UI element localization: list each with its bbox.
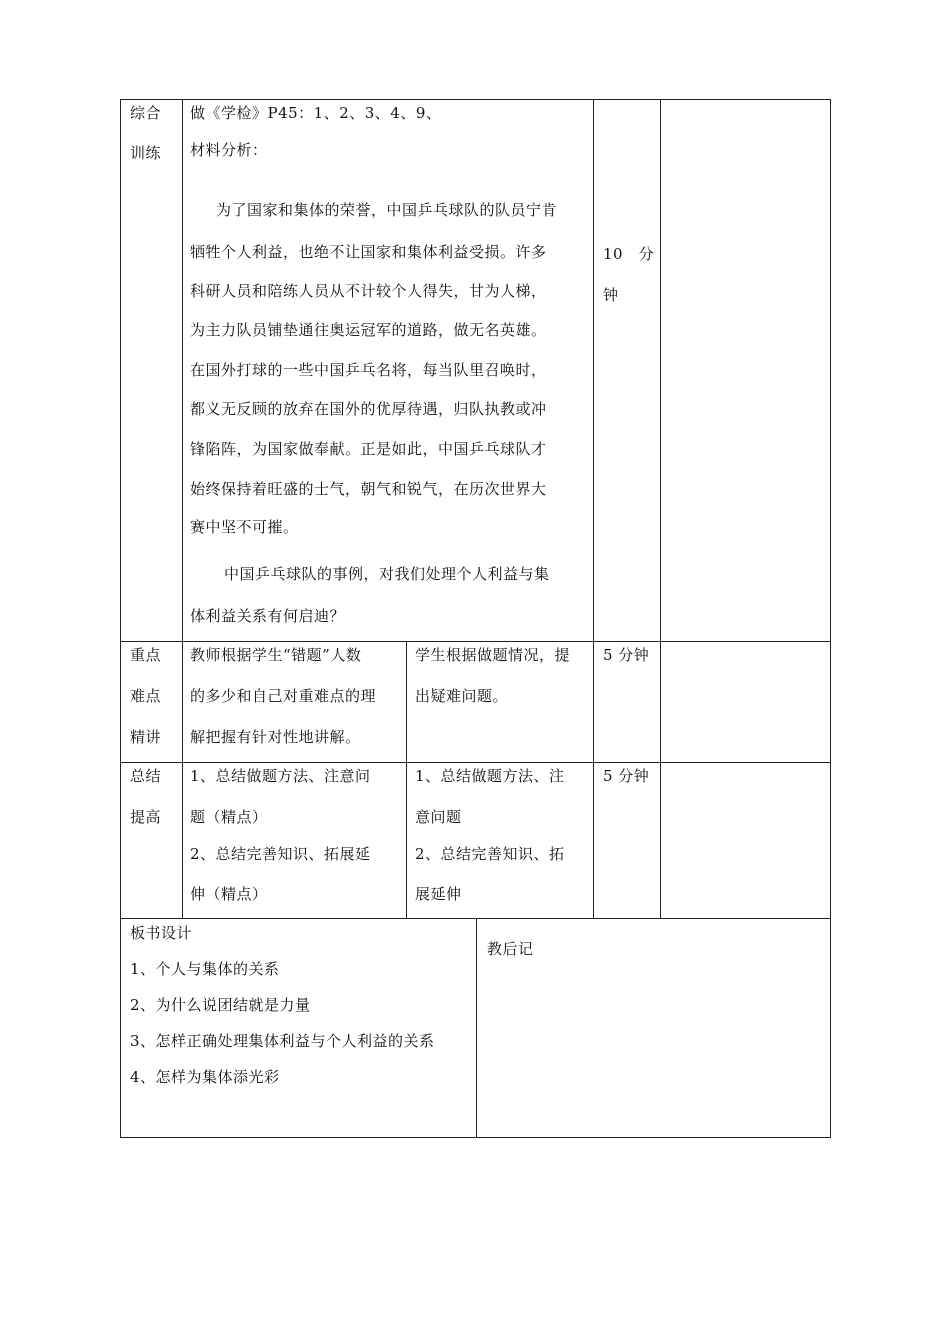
student-zongjie-2: 意问题 xyxy=(415,808,462,826)
col-divider-label xyxy=(182,99,183,918)
row-label-zhongdian-3: 精讲 xyxy=(130,728,162,746)
table-border-right xyxy=(830,99,831,1137)
time-zongjie: 5 分钟 xyxy=(603,767,650,785)
student-zongjie-4: 展延伸 xyxy=(415,885,462,903)
col-divider-notes xyxy=(660,99,661,918)
material-line-3: 科研人员和陪练人员从不计较个人得失，甘为人梯， xyxy=(190,282,547,300)
time-zonghe-2: 钟 xyxy=(603,286,619,304)
time-zhongdian: 5 分钟 xyxy=(603,646,650,664)
exercise-line-2: 材料分析： xyxy=(190,141,268,159)
teacher-zongjie-3: 2、总结完善知识、拓展延 xyxy=(190,845,371,863)
exercise-line-1: 做《学检》P45：1、2、3、4、9、 xyxy=(190,104,442,122)
board-title: 板书设计 xyxy=(130,924,193,942)
teacher-zhongdian-2: 的多少和自己对重难点的理 xyxy=(190,687,377,705)
material-line-5: 在国外打球的一些中国乒乓名将，每当队里召唤时， xyxy=(190,361,547,379)
teacher-zongjie-4: 伸（精点） xyxy=(190,885,268,903)
row-label-zonghe-2: 训练 xyxy=(130,144,162,162)
material-line-9: 赛中坚不可摧。 xyxy=(190,518,299,536)
teacher-zongjie-1: 1、总结做题方法、注意问 xyxy=(190,767,371,785)
table-border-bottom xyxy=(120,1137,831,1138)
table-border-left xyxy=(120,99,121,1137)
teacher-zhongdian-1: 教师根据学生“错题”人数 xyxy=(190,646,362,664)
col-divider-time xyxy=(593,99,594,918)
material-line-2: 牺牲个人利益，也绝不让国家和集体利益受损。许多 xyxy=(190,243,547,261)
teacher-zongjie-2: 题（精点） xyxy=(190,808,268,826)
board-item-1: 1、个人与集体的关系 xyxy=(130,960,280,978)
student-zhongdian-1: 学生根据做题情况，提 xyxy=(415,646,571,664)
time-zonghe-1: 10 分 xyxy=(603,245,655,263)
teacher-zhongdian-3: 解把握有针对性地讲解。 xyxy=(190,728,361,746)
row-label-zhongdian-1: 重点 xyxy=(130,646,162,664)
col-divider-board xyxy=(476,918,477,1137)
material-line-7: 锋陷阵，为国家做奉献。正是如此，中国乒乓球队才 xyxy=(190,440,547,458)
student-zongjie-1: 1、总结做题方法、注 xyxy=(415,767,565,785)
student-zhongdian-2: 出疑难问题。 xyxy=(415,687,509,705)
row-label-zonghe-1: 综合 xyxy=(130,104,162,122)
board-item-4: 4、怎样为集体添光彩 xyxy=(130,1068,280,1086)
board-item-3: 3、怎样正确处理集体利益与个人利益的关系 xyxy=(130,1032,435,1050)
reflection-title: 教后记 xyxy=(487,940,534,958)
row-label-zongjie-1: 总结 xyxy=(130,767,162,785)
material-line-6: 都义无反顾的放弃在国外的优厚待遇，归队执教或冲 xyxy=(190,400,547,418)
row-label-zhongdian-2: 难点 xyxy=(130,687,162,705)
row-label-zongjie-2: 提高 xyxy=(130,808,162,826)
board-item-2: 2、为什么说团结就是力量 xyxy=(130,996,311,1014)
question-line-2: 体利益关系有何启迪？ xyxy=(190,607,346,625)
material-line-1: 为了国家和集体的荣誉，中国乒乓球队的队员宁肯 xyxy=(216,201,558,219)
col-divider-student xyxy=(406,641,407,918)
material-line-4: 为主力队员铺垫通往奥运冠军的道路，做无名英雄。 xyxy=(190,321,547,339)
material-line-8: 始终保持着旺盛的士气，朝气和锐气，在历次世界大 xyxy=(190,480,547,498)
student-zongjie-3: 2、总结完善知识、拓 xyxy=(415,845,565,863)
question-line-1: 中国乒乓球队的事例，对我们处理个人利益与集 xyxy=(224,565,550,583)
